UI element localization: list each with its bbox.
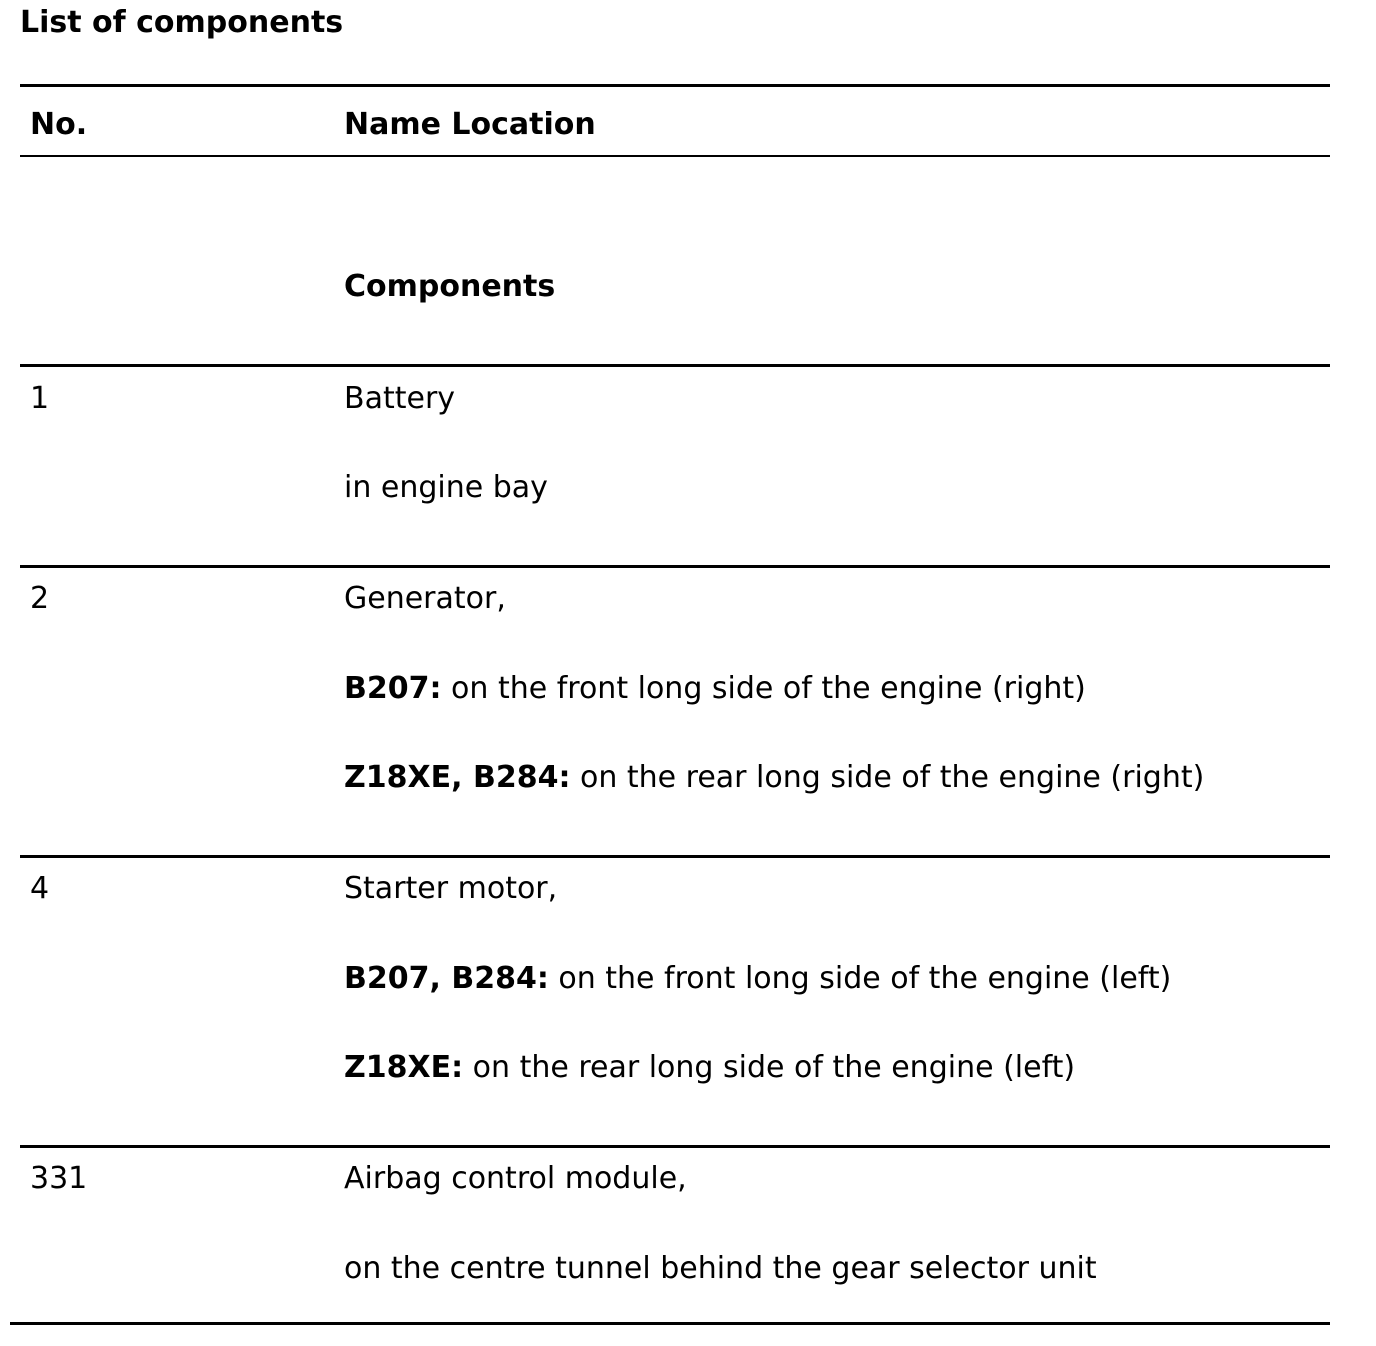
location-text: on the rear long side of the engine (left) (463, 1050, 1076, 1085)
location-text: on the front long side of the engine (left) (548, 961, 1172, 996)
document-title: List of components (20, 5, 344, 40)
engine-code: Z18XE, B284: (344, 760, 571, 795)
location-line (344, 1049, 1075, 1087)
engine-code: Z18XE: (344, 1050, 464, 1085)
location-line (344, 759, 1204, 797)
location-line (344, 670, 1086, 708)
location-line (344, 469, 548, 507)
component-name: Starter motor, (344, 871, 558, 906)
row-number: 331 (30, 1161, 88, 1196)
engine-code: B207, B284: (344, 961, 549, 996)
location-text: on the rear long side of the engine (right) (570, 760, 1205, 795)
section-heading: Components (344, 269, 556, 304)
row-divider (20, 855, 1330, 858)
component-name: Airbag control module, (344, 1161, 687, 1196)
row-divider (20, 364, 1330, 367)
header-bottom-rule (20, 155, 1330, 157)
location-text: on the centre tunnel behind the gear selector unit (344, 1251, 1097, 1286)
row-number: 2 (30, 581, 50, 616)
location-line (344, 1250, 1097, 1288)
location-line (344, 960, 1171, 998)
row-divider (20, 1145, 1330, 1148)
table-top-rule (20, 84, 1330, 87)
row-number: 4 (30, 871, 50, 906)
header-name-location: Name Location (344, 107, 596, 142)
component-name: Battery (344, 381, 456, 416)
row-number: 1 (30, 381, 50, 416)
table-bottom-rule (10, 1322, 1330, 1325)
location-text: on the front long side of the engine (right) (441, 671, 1086, 706)
engine-code: B207: (344, 671, 442, 706)
row-divider (20, 565, 1330, 568)
location-text: in engine bay (344, 470, 548, 505)
component-name: Generator, (344, 581, 506, 616)
header-no: No. (30, 107, 88, 142)
